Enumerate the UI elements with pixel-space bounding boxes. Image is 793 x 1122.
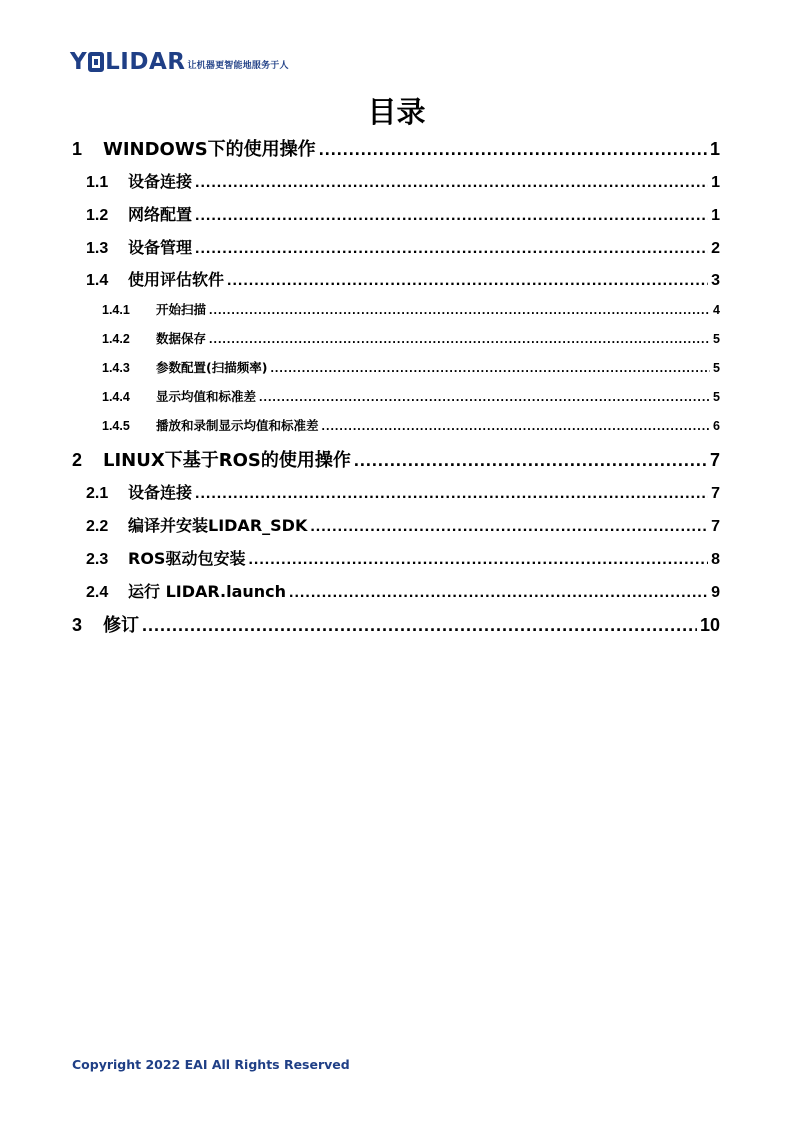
toc-entry-label: LINUX下基于ROS的使用操作: [103, 450, 351, 471]
copyright-footer: Copyright 2022 EAI All Rights Reserved: [72, 1057, 350, 1072]
toc-dot-leader: [259, 390, 710, 404]
toc-entry-number: 1.4.2: [102, 332, 130, 346]
toc-dot-leader: [227, 272, 708, 290]
toc-entry-page: 3: [711, 272, 720, 289]
company-logo: [70, 48, 289, 76]
toc-entry-label: 编译并安装LIDAR_SDK: [128, 516, 308, 535]
toc-entry-number: 2.4: [86, 584, 109, 601]
logo-letter-y: Y: [70, 49, 88, 75]
toc-entry[interactable]: [72, 446, 720, 472]
logo-tagline: 让机器更智能地服务于人: [187, 61, 289, 71]
toc-entry-page: 7: [709, 450, 720, 470]
toc-entry-number: 2: [72, 450, 83, 470]
toc-entry-label: 参数配置(扫描频率): [156, 360, 268, 375]
toc-entry[interactable]: [72, 579, 720, 602]
toc-entry-number: 1.4.3: [102, 361, 130, 375]
toc-entry[interactable]: [72, 416, 720, 434]
toc-entry[interactable]: [72, 202, 720, 225]
toc-entry-label: ROS驱动包安装: [128, 549, 246, 568]
toc-entry-label: 播放和录制显示均值和标准差: [156, 418, 319, 433]
toc-entry-page: 5: [713, 332, 720, 346]
toc-entry-label: 数据保存: [156, 331, 207, 346]
toc-entry[interactable]: [72, 358, 720, 376]
logo-wordmark: [70, 48, 185, 76]
toc-dot-leader: [195, 174, 708, 192]
toc-dot-leader: [322, 419, 711, 433]
toc-entry-page: 1: [711, 207, 720, 224]
toc-entry-number: 1.4.5: [102, 419, 130, 433]
toc-entry-page: 1: [709, 139, 720, 159]
toc-entry-label: 设备连接: [128, 172, 193, 191]
toc-entry-number: 1.4.4: [102, 390, 130, 404]
toc-dot-leader: [195, 485, 708, 503]
toc-entry-label: 使用评估软件: [128, 270, 225, 289]
toc-entry[interactable]: [72, 135, 720, 161]
toc-entry[interactable]: [72, 387, 720, 405]
toc-entry-number: 1.1: [86, 174, 109, 191]
toc-entry[interactable]: [72, 235, 720, 258]
toc-entry-label: 显示均值和标准差: [156, 389, 257, 404]
toc-entry[interactable]: [72, 300, 720, 318]
toc-entry-page: 9: [711, 584, 720, 601]
toc-entry-page: 8: [711, 551, 720, 568]
toc-dot-leader: [270, 361, 710, 375]
toc-entry-page: 7: [711, 518, 720, 535]
toc-entry[interactable]: [72, 611, 720, 637]
toc-dot-leader: [195, 207, 708, 225]
toc-entry-number: 1.4: [86, 272, 109, 289]
toc-dot-leader: [310, 518, 708, 536]
toc-dot-leader: [319, 139, 707, 160]
toc-entry-number: 1: [72, 139, 83, 159]
toc-dot-leader: [209, 303, 710, 317]
toc-entry-label: 设备管理: [128, 238, 193, 257]
toc-entry[interactable]: [72, 267, 720, 290]
toc-dot-leader: [195, 240, 708, 258]
toc-entry-number: 2.3: [86, 551, 109, 568]
toc-entry-label: 开始扫描: [156, 302, 207, 317]
toc-entry-page: 6: [713, 419, 720, 433]
toc-entry[interactable]: [72, 546, 720, 569]
toc-entry[interactable]: [72, 169, 720, 192]
toc-entry-page: 5: [713, 361, 720, 375]
toc-entry[interactable]: [72, 513, 720, 536]
toc-entry-label: WINDOWS下的使用操作: [103, 139, 316, 160]
toc-entry-page: 5: [713, 390, 720, 404]
toc-dot-leader: [289, 584, 708, 602]
toc-entry-number: 1.2: [86, 207, 109, 224]
logo-o-icon: [88, 52, 104, 72]
toc-entry[interactable]: [72, 329, 720, 347]
toc-entry-number: 1.3: [86, 240, 109, 257]
toc-entry-number: 2.1: [86, 485, 109, 502]
toc-dot-leader: [248, 551, 708, 569]
toc-entry-label: 修订: [103, 615, 139, 636]
toc-entry-label: 网络配置: [128, 205, 193, 224]
toc-entry-page: 2: [711, 240, 720, 257]
toc-dot-leader: [354, 450, 707, 471]
toc-entry-page: 10: [699, 615, 720, 635]
toc-entry-number: 2.2: [86, 518, 109, 535]
toc-dot-leader: [142, 615, 697, 636]
logo-lidar-text: LIDAR: [105, 49, 186, 75]
toc-entry-page: 4: [713, 303, 720, 317]
toc-entry[interactable]: [72, 480, 720, 503]
toc-entry-page: 7: [711, 485, 720, 502]
toc-entry-label: 运行 LIDAR.launch: [128, 582, 287, 601]
toc-entry-number: 3: [72, 615, 83, 635]
toc-title: 目录: [367, 95, 426, 129]
toc-entry-page: 1: [711, 174, 720, 191]
toc-dot-leader: [209, 332, 710, 346]
toc-entry-number: 1.4.1: [102, 303, 130, 317]
toc-entry-label: 设备连接: [128, 483, 193, 502]
